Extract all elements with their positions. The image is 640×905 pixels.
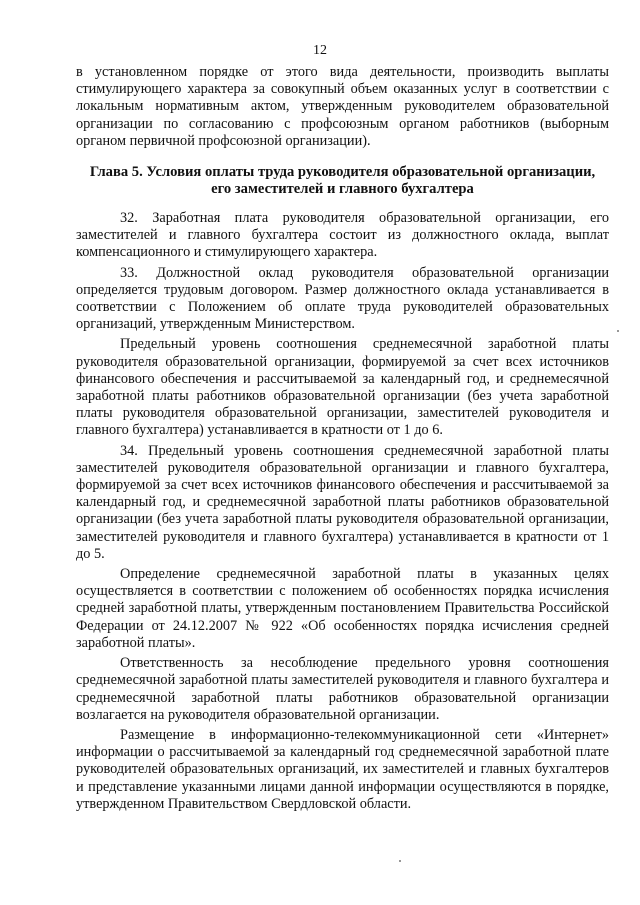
scan-speck	[617, 330, 619, 332]
document-body	[76, 64, 609, 813]
scan-speck	[399, 860, 401, 862]
paragraph-internet-publication: Размещение в информационно-телекоммуникационной сети «Интернет» информации о рассчитываемой за календарный год среднемесячной заработной плате руководителей образовательных организаций, их заместителей и главных бухгалтеров и представление указанными лицами данной информации осуществляются в порядке, утвержденном Правительством Свердловской области.	[76, 726, 609, 812]
paragraph-ratio-head: Предельный уровень соотношения среднемесячной заработной платы руководителя образовательной организации, формируемой за счет всех источников финансового обеспечения и рассчитываемой за календарный год, и среднемесячной заработной платы работников образовательной организации (без учета заработной платы руководителя образовательной организации, заместителей руководителя и главного бухгалтера) устанавливается в кратности от 1 до 6.	[76, 336, 609, 439]
chapter-heading	[76, 164, 609, 198]
paragraph-responsibility: Ответственность за несоблюдение предельного уровня соотношения среднемесячной заработной платы заместителей руководителя и главного бухгалтера и среднемесячной заработной платы работников образовательной организации возлагается на руководителя образовательной организации.	[76, 655, 609, 723]
chapter-title-line-2: его заместителей и главного бухгалтера	[211, 181, 474, 198]
paragraph-salary-definition: Определение среднемесячной заработной платы в указанных целях осуществляется в соответствии с положением об особенностях порядка исчисления средней заработной платы, утвержденным постановлением Правительства Российской Федерации от 24.12.2007 № 922 «Об особенностях порядка исчисления средней заработной платы».	[76, 566, 609, 651]
chapter-title-line-1: Глава 5. Условия оплаты труда руководителя образовательной организации,	[89, 164, 596, 181]
paragraph-33: 33. Должностной оклад руководителя образовательной организации определяется трудовым договором. Размер должностного оклада устанавливается в соответствии с Положением об оплате труда руководителей образовательных организаций, утвержденным Министерством.	[76, 264, 609, 333]
paragraph-34: 34. Предельный уровень соотношения среднемесячной заработной платы заместителей руководителя образовательной организации и главного бухгалтера, формируемой за счет всех источников финансового обеспечения и рассчитываемой за календарный год, и среднемесячной заработной платы работников образовательной организации (без учета заработной платы руководителя образовательной организации, заместителей руководителя и главного бухгалтера) устанавливается в кратности от 1 до 5.	[76, 442, 609, 562]
paragraph-32: 32. Заработная плата руководителя образовательной организации, его заместителей и главного бухгалтера состоит из должностного оклада, выплат компенсационного и стимулирующего характера.	[76, 210, 609, 261]
page-number: 12	[313, 43, 327, 58]
intro-paragraph: в установленном порядке от этого вида деятельности, производить выплаты стимулирующего характера за совокупный объем оказанных услуг в соответствии с локальным нормативным актом, утвержденным руководителем образовательной организации по согласованию с профсоюзным органом работников (выборным органом первичной профсоюзной организации).	[76, 64, 609, 149]
